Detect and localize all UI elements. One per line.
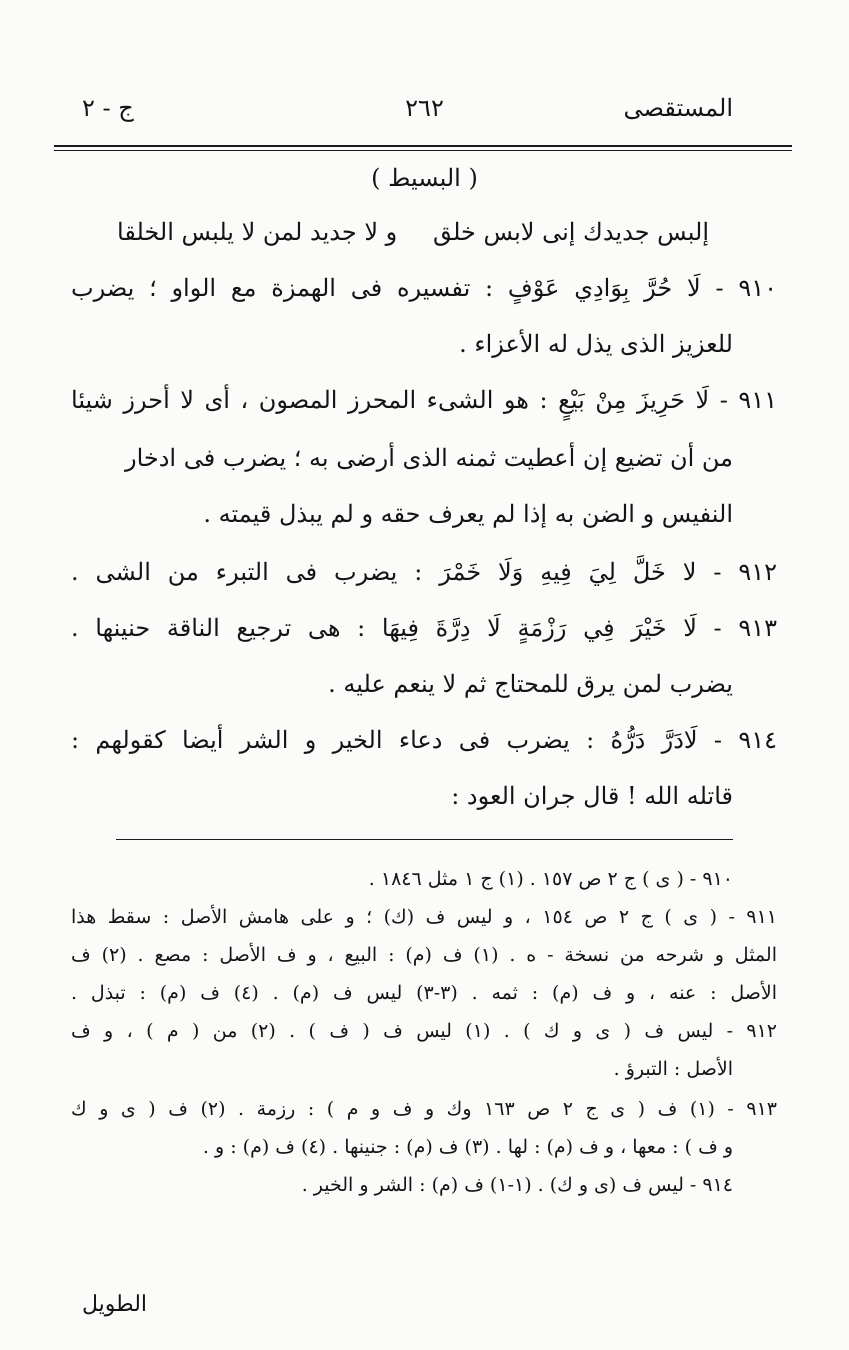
footnote-911-line-2: المثل و شرحه من نسخة - ه . (١) ف (م) : البيع ، و ف الأصل : مصع . (٢) ف <box>71 944 777 966</box>
footnote-912-line-1: ٩١٢ - ليس ف ( ى و ك ) . (١) ليس ف ( ف ) . (٢) من ( م ) ، و ف <box>71 1020 777 1042</box>
page-number: ٢٦٢ <box>405 94 444 122</box>
verse-first-hemistich: إلبس جديدك إنى لابس خلق <box>433 218 709 246</box>
footnote-separator <box>116 839 733 840</box>
proverb-910-line-1: ٩١٠ - لَا حُرَّ بِوَادِي عَوْفٍ : تفسيره فى الهمزة مع الواو ؛ يضرب <box>71 274 777 302</box>
volume-label: ج - ٢ <box>82 94 134 122</box>
proverb-910-line-2: للعزيز الذى يذل له الأعزاء . <box>459 330 733 358</box>
proverb-913-line-1: ٩١٣ - لَا خَيْرَ فِي رَزْمَةٍ لَا دِرَّةَ فِيهَا : هى ترجيع الناقة حنينها . <box>71 614 777 642</box>
header-rule-top <box>54 145 792 147</box>
footnote-911-line-1: ٩١١ - ( ى ) ج ٢ ص ١٥٤ ، و ليس ف (ك) ؛ و على هامش الأصل : سقط هذا <box>71 906 778 928</box>
footnote-914: ٩١٤ - ليس ف (ى و ك) . (١-١) ف (م) : الشر و الخير . <box>301 1174 733 1196</box>
footnote-913-line-1: ٩١٣ - (١) ف ( ى ج ٢ ص ١٦٣ وك و ف و م ) : رزمة . (٢) ف ( ى و ك <box>71 1098 777 1120</box>
footnote-912-line-2: الأصل : التبرؤ . <box>613 1058 733 1080</box>
proverb-912-line-1: ٩١٢ - لا خَلَّ لِيَ فِيهِ وَلَا خَمْرَ : يضرب فى التبرء من الشى . <box>71 558 777 586</box>
header-rule-bottom <box>54 150 792 151</box>
catchword: الطويل <box>82 1292 148 1317</box>
proverb-914-line-1: ٩١٤ - لَادَرَّ دَرُّهُ : يضرب فى دعاء الخير و الشر أيضا كقولهم : <box>71 726 777 754</box>
running-title: المستقصى <box>623 94 733 122</box>
footnote-910: ٩١٠ - ( ى ) ج ٢ ص ١٥٧ . (١) ج ١ مثل ١٨٤٦ . <box>368 868 733 890</box>
proverb-911-line-1: ٩١١ - لَا حَرِيزَ مِنْ بَيْعٍ : هو الشىء المحرز المصون ، أى لا أحرز شيئا <box>71 386 777 414</box>
proverb-911-line-3: النفيس و الضن به إذا لم يعرف حقه و لم يبذل قيمته . <box>203 500 733 528</box>
proverb-911-line-2: من أن تضيع إن أعطيت ثمنه الذى أرضى به ؛ يضرب فى ادخار <box>125 444 733 472</box>
footnote-911-line-3: الأصل : عنه ، و ف (م) : ثمه . (٣-٣) ليس ف (م) . (٤) ف (م) : تبذل . <box>71 982 777 1004</box>
footnote-913-line-2: و ف ) : معها ، و ف (م) : لها . (٣) ف (م) : جنينها . (٤) ف (م) : و . <box>202 1136 733 1158</box>
verse-second-hemistich: و لا جديد لمن لا يلبس الخلقا <box>117 218 398 246</box>
meter-heading: ( البسيط ) <box>371 164 478 192</box>
proverb-914-line-2: قاتله الله ! قال جران العود : <box>451 782 733 810</box>
proverb-913-line-2: يضرب لمن يرق للمحتاج ثم لا ينعم عليه . <box>328 670 733 698</box>
poetry-verse <box>117 212 709 252</box>
